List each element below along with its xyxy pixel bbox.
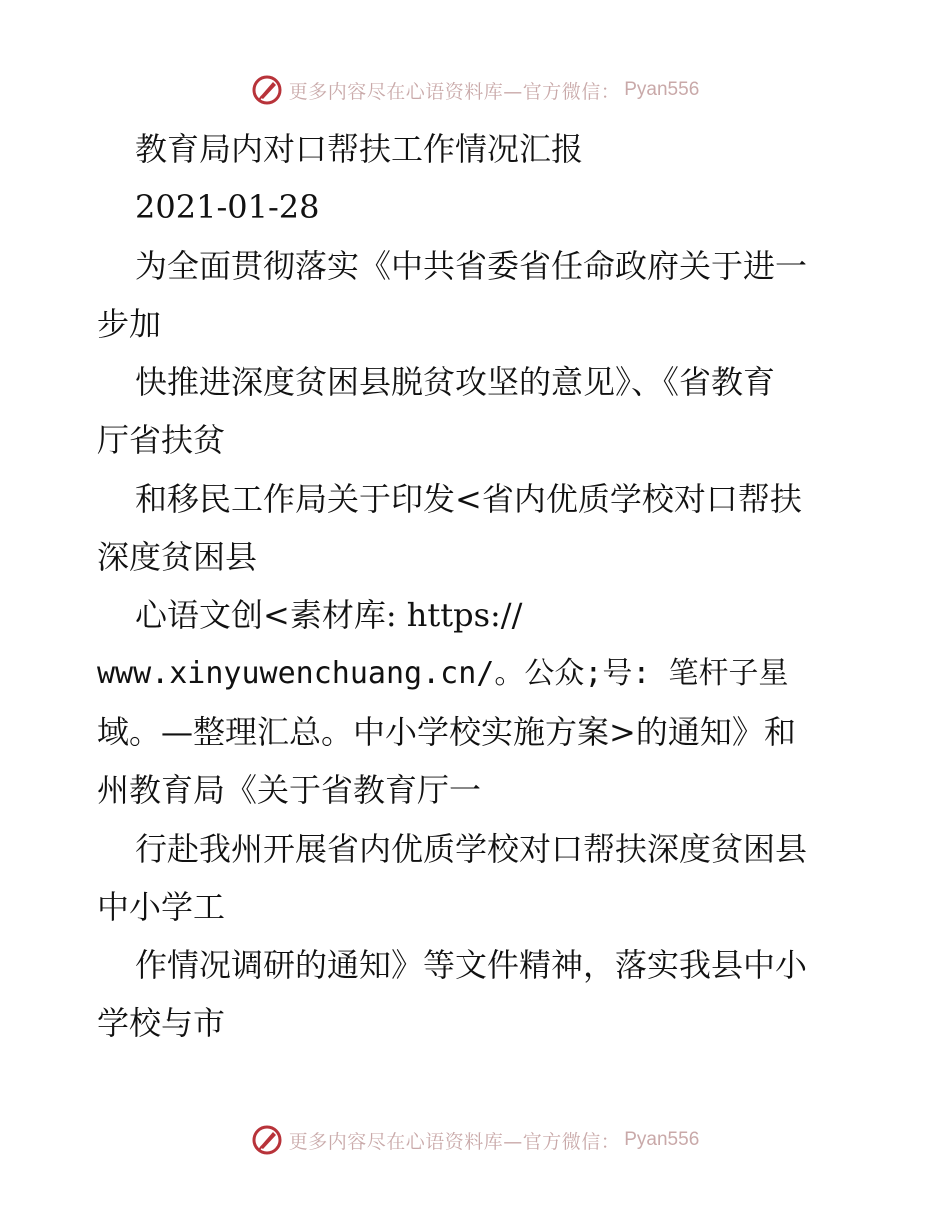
- header-watermark: [0, 70, 950, 110]
- document-body: [97, 120, 857, 1053]
- document-title: 教育局内对口帮扶工作情况汇报: [135, 130, 584, 168]
- paragraph-line: 作情况调研的通知》等文件精神，落实我县中小: [135, 946, 808, 985]
- paragraph-line: 学校与市: [97, 1004, 226, 1043]
- watermark-text: 更多内容尽在心语资料库—官方微信：: [288, 1130, 621, 1153]
- paragraph-line-url: www.xinyuwenchuang.cn/。公众;号: 笔杆子星: [97, 655, 789, 691]
- paragraph-line: 心语文创<素材库: https://: [135, 596, 523, 635]
- paragraph-line: 州教育局《关于省教育厅一: [97, 771, 482, 810]
- paragraph-line: 步加: [97, 304, 162, 343]
- watermark-wechat-id: Pyan556: [624, 79, 700, 100]
- paragraph-line: 为全面贯彻落实《中共省委省任命政府关于进一: [135, 246, 808, 285]
- paragraph-line: 域。—整理汇总。中小学校实施方案>的通知》和: [97, 712, 796, 751]
- paragraph-line: 中小学工: [97, 887, 226, 926]
- quill-logo-icon: [251, 74, 283, 106]
- document-date: 2021-01-28: [135, 188, 320, 227]
- paragraph-line: 行赴我州开展省内优质学校对口帮扶深度贫困县: [135, 829, 808, 868]
- paragraph-line: 厅省扶贫: [97, 421, 226, 460]
- paragraph-line: 和移民工作局关于印发<省内优质学校对口帮扶: [135, 479, 802, 518]
- quill-logo-icon: [251, 1124, 283, 1156]
- paragraph-line: 快推进深度贫困县脱贫攻坚的意见》、《省教育: [135, 363, 776, 402]
- paragraph-line: 深度贫困县: [97, 538, 258, 577]
- footer-watermark: [0, 1120, 950, 1160]
- watermark-text: 更多内容尽在心语资料库—官方微信：: [288, 80, 621, 103]
- watermark-wechat-id: Pyan556: [624, 1129, 700, 1150]
